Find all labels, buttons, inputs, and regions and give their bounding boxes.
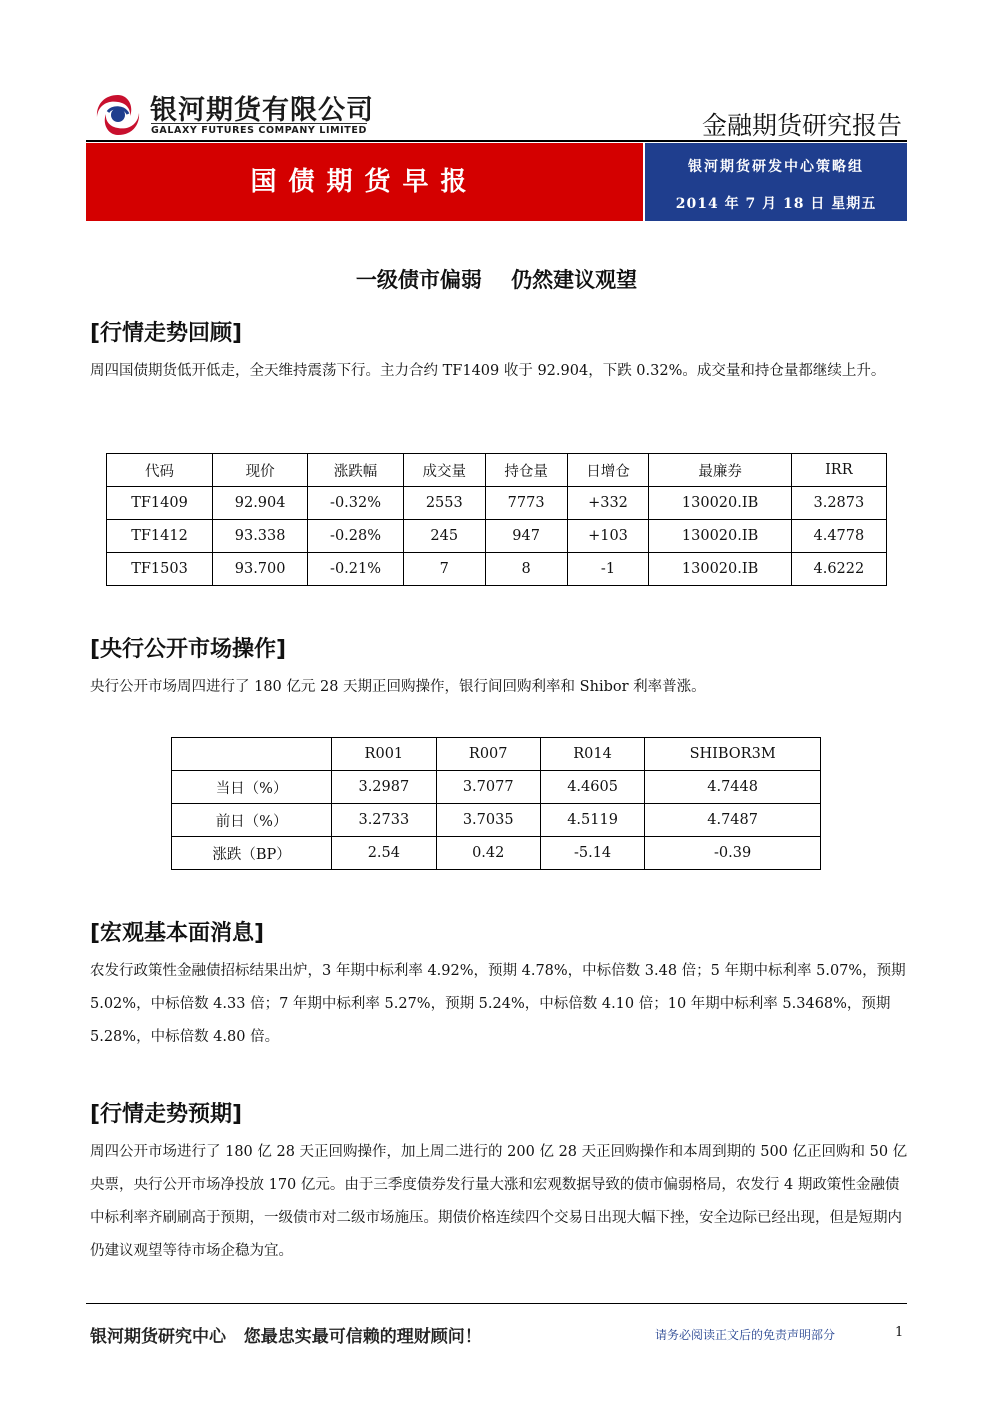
table-header-cell: 涨跌幅: [308, 454, 404, 487]
table-cell: +103: [567, 520, 649, 553]
table-cell: 3.2987: [332, 771, 436, 804]
table-header-cell: 最廉券: [649, 454, 791, 487]
department: 银河期货研发中心策略组: [688, 159, 864, 175]
footer-divider: [86, 1303, 907, 1304]
section-title-macro-news: [宏观基本面消息]: [90, 921, 265, 946]
table-header-cell: R014: [540, 738, 644, 771]
company-name-en: GALAXY FUTURES COMPANY LIMITED: [151, 125, 367, 136]
section-text-open-market: 央行公开市场周四进行了 180 亿元 28 天期正回购操作，银行间回购利率和 Shibor 利率普涨。: [90, 679, 706, 695]
table-row: [107, 553, 887, 586]
table-row: [172, 771, 821, 804]
page-number: 1: [895, 1325, 904, 1340]
table-cell: 4.5119: [540, 804, 644, 837]
table-header-cell: R001: [332, 738, 436, 771]
table-cell: -0.32%: [308, 487, 404, 520]
table-cell: +332: [567, 487, 649, 520]
table-cell: 7773: [485, 487, 567, 520]
table-cell: 3.2733: [332, 804, 436, 837]
table-cell: 130020.IB: [649, 520, 791, 553]
table-cell: 245: [403, 520, 485, 553]
table-header-row: [107, 454, 887, 487]
disclaimer-notice: 请务必阅读正文后的免责声明部分: [655, 1328, 836, 1342]
table-cell: -5.14: [540, 837, 644, 870]
report-date: 2014 年 7 月 18 日 星期五: [675, 196, 877, 212]
table-header-cell: [172, 738, 332, 771]
section-title-market-outlook: [行情走势预期]: [90, 1102, 243, 1127]
table-cell: 7: [403, 553, 485, 586]
table-header-cell: IRR: [791, 454, 886, 487]
table-header-cell: 持仓量: [485, 454, 567, 487]
table-cell: 8: [485, 553, 567, 586]
table-cell: 当日（%）: [172, 771, 332, 804]
table-cell: TF1409: [107, 487, 213, 520]
table-cell: 4.7448: [645, 771, 821, 804]
table-cell: 3.7077: [436, 771, 540, 804]
table-cell: TF1412: [107, 520, 213, 553]
report-title: 国债期货早报: [250, 167, 479, 197]
table-cell: -0.39: [645, 837, 821, 870]
table-row: [107, 487, 887, 520]
table-row: [172, 804, 821, 837]
table-cell: 3.2873: [791, 487, 886, 520]
table-cell: 130020.IB: [649, 487, 791, 520]
section-title-open-market: [央行公开市场操作]: [90, 637, 287, 662]
table-header-cell: R007: [436, 738, 540, 771]
table-cell: 3.7035: [436, 804, 540, 837]
table-cell: -0.28%: [308, 520, 404, 553]
table-cell: 4.4605: [540, 771, 644, 804]
table-cell: -1: [567, 553, 649, 586]
table-cell: 涨跌（BP）: [172, 837, 332, 870]
report-type: 金融期货研究报告: [701, 111, 902, 140]
section-text-market-outlook: 周四公开市场进行了 180 亿 28 天正回购操作，加上周二进行的 200 亿 28 天正回购操作和本周到期的 500 亿正回购和 50 亿央票，央行公开市场净投放 170 亿元。由于三季度债券发行量大涨和宏观数据导致的债市偏弱格局，农发行 4 期政策性金融债中标利率齐刷刷高于预期，一级债市对二级市场施压。期债价格连续四个交易日出现大幅下挫，安全边际已经出现，但是短期内仍建议观望等待市场企稳为宜。: [90, 1144, 908, 1259]
table-header-cell: 代码: [107, 454, 213, 487]
table-cell: 4.7487: [645, 804, 821, 837]
table-cell: 93.700: [213, 553, 308, 586]
table-cell: 2.54: [332, 837, 436, 870]
section-text-market-review: 周四国债期货低开低走，全天维持震荡下行。主力合约 TF1409 收于 92.904，下跌 0.32%。成交量和持仓量都继续上升。: [90, 363, 886, 379]
rates-table: [171, 737, 821, 870]
table-cell: 947: [485, 520, 567, 553]
table-header-row: [172, 738, 821, 771]
table-cell: 2553: [403, 487, 485, 520]
table-cell: 4.4778: [791, 520, 886, 553]
table-header-cell: 成交量: [403, 454, 485, 487]
table-row: [107, 520, 887, 553]
table-header-cell: SHIBOR3M: [645, 738, 821, 771]
table-header-cell: 日增仓: [567, 454, 649, 487]
table-cell: 4.6222: [791, 553, 886, 586]
futures-table: [106, 453, 887, 586]
table-cell: 92.904: [213, 487, 308, 520]
table-cell: TF1503: [107, 553, 213, 586]
table-cell: 前日（%）: [172, 804, 332, 837]
headline: 一级债市偏弱 仍然建议观望: [355, 268, 638, 292]
table-cell: 130020.IB: [649, 553, 791, 586]
table-header-cell: 现价: [213, 454, 308, 487]
section-text-macro-news: 农发行政策性金融债招标结果出炉，3 年期中标利率 4.92%，预期 4.78%，中标倍数 3.48 倍；5 年期中标利率 5.07%，预期 5.02%，中标倍数 4.33 倍；7 年期中标利率 5.27%，预期 5.24%，中标倍数 4.10 倍；10 年期中标利率 5.3468%，预期 5.28%，中标倍数 4.80 倍。: [90, 963, 906, 1045]
galaxy-swirl-logo-icon: [94, 92, 142, 138]
table-cell: -0.21%: [308, 553, 404, 586]
company-name-cn: 银河期货有限公司: [150, 95, 374, 126]
footer-slogan: 银河期货研究中心 您最忠实最可信赖的理财顾问！: [90, 1327, 482, 1347]
table-row: [172, 837, 821, 870]
table-cell: 93.338: [213, 520, 308, 553]
table-cell: 0.42: [436, 837, 540, 870]
header-divider: [86, 140, 907, 142]
section-title-market-review: [行情走势回顾]: [90, 321, 243, 346]
